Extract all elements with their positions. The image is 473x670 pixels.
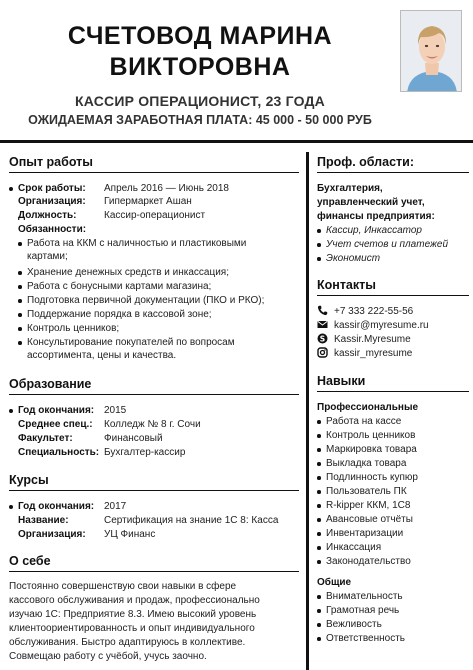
name-line-2: ВИКТОРОВНА [109,53,291,81]
bullet [9,187,13,191]
bullet [317,434,321,438]
faculty-label: Факультет: [18,433,73,444]
school-label: Среднее спец.: [18,419,93,430]
bullet [317,637,321,641]
bullet [317,504,321,508]
about-line: изучаю 1С: Предприятие 8.3. Имею высокий уровень [9,609,257,620]
about-line: Постоянно совершенствую свои навыки в сфере [9,581,237,592]
experience-underline [9,172,299,173]
duty-item: Хранение денежных средств и инкассация; [18,266,280,279]
profile-photo [400,10,462,92]
skill-item: Маркировка товара [317,443,417,456]
skill-item: Контроль ценников [317,429,415,442]
email-icon [317,319,328,330]
specialty-value: Бухгалтер-кассир [104,447,186,458]
education-underline [9,394,299,395]
bullet [18,327,22,331]
bullet [317,518,321,522]
bullet [317,476,321,480]
header-divider [0,140,473,143]
skill-item: Инвентаризации [317,527,403,540]
course-year-value: 2017 [104,501,127,512]
duty-item: Контроль ценников; [18,322,280,335]
education-title: Образование [9,377,92,391]
area-item: Учет счетов и платежей [317,238,448,251]
instagram-text: kassir_myresume [334,348,413,359]
skill-item: Работа на кассе [317,415,401,428]
school-value: Колледж № 8 г. Сочи [104,419,201,430]
bullet [317,546,321,550]
period-label: Срок работы: [18,183,86,194]
bullet [317,229,321,233]
column-divider [306,152,309,670]
bullet [317,532,321,536]
about-line: кассового обслуживания и продаж, профессионально [9,595,260,606]
course-year-label: Год окончания: [18,501,95,512]
position-label: Должность: [18,210,77,221]
area-item: Экономист [317,252,380,265]
phone-icon [317,305,328,316]
bullet [317,257,321,261]
period-value: Апрель 2016 — Июнь 2018 [104,183,229,194]
courses-underline [9,490,299,491]
bullet [18,285,22,289]
duty-item: Работа с бонусными картами магазина; [18,280,280,293]
skype-icon [317,333,328,344]
about-underline [9,571,299,572]
professional-skills-title: Профессиональные [317,402,419,413]
bullet [317,609,321,613]
bullet [317,490,321,494]
resume-header [0,0,473,136]
duty-item: Работа на ККМ с наличностью и пластиковыми картами; [18,237,280,263]
about-line: клиентоориентированность и опыт индивидуального [9,623,255,634]
course-org-label: Организация: [18,529,86,540]
bullet [9,409,13,413]
name-line-1: СЧЕТОВОД МАРИНА [67,22,333,50]
skill-item: Авансовые отчёты [317,513,413,526]
year-value: 2015 [104,405,127,416]
bullet [18,341,22,345]
bullet [18,313,22,317]
areas-underline [317,172,469,173]
about-text [9,580,299,664]
bullet [18,242,22,246]
skill-item: Законодательство [317,555,411,568]
skill-item: Подлинность купюр [317,471,418,484]
about-line: обслуживания. Быстро адаптируюсь в коллективе. [9,637,246,648]
specialty-label: Специальность: [18,447,100,458]
areas-title: Проф. области: [317,155,414,169]
areas-main-line: Бухгалтерия, [317,183,383,194]
skill-item: Пользователь ПК [317,485,407,498]
skill-item: Выкладка товара [317,457,406,470]
bullet [317,420,321,424]
area-item: Кассир, Инкассатор [317,224,422,237]
bullet [317,462,321,466]
skill-item: R-kipper ККМ, 1С8 [317,499,410,512]
expected-salary: ОЖИДАЕМАЯ ЗАРАБОТНАЯ ПЛАТА: 45 000 - 50 000 РУБ [28,113,372,127]
courses-title: Курсы [9,473,49,487]
bullet [317,560,321,564]
bullet [317,448,321,452]
bullet [317,595,321,599]
skill-item: Грамотная речь [317,604,399,617]
duties-label: Обязанности: [18,224,87,235]
job-subtitle: КАССИР ОПЕРАЦИОНИСТ, 23 ГОДА [75,93,325,109]
skills-title: Навыки [317,374,366,388]
course-name-value: Сертификация на знание 1С 8: Касса [104,515,279,526]
duty-item: Консультирование покупателей по вопросам ассортимента, цены и качества. [18,336,280,362]
skill-item: Ответственность [317,632,405,645]
svg-text:S: S [319,334,326,344]
contacts-underline [317,295,469,296]
contacts-title: Контакты [317,278,376,292]
phone-text: +7 333 222-55-56 [334,306,414,317]
course-name-label: Название: [18,515,69,526]
bullet [18,299,22,303]
instagram-icon [317,347,328,358]
areas-main-line: управленческий учет, [317,197,425,208]
skill-item: Инкассация [317,541,381,554]
bullet [317,623,321,627]
skype-text: Kassir.Myresume [334,334,411,345]
bullet [317,243,321,247]
faculty-value: Финансовый [104,433,163,444]
bullet [9,505,13,509]
email-text: kassir@myresume.ru [334,320,429,331]
org-value: Гипермаркет Ашан [104,196,192,207]
general-skills-title: Общие [317,577,352,588]
about-line: Совмещаю работу с учёбой, учусь заочно. [9,651,207,662]
bullet [18,271,22,275]
skill-item: Вежливость [317,618,382,631]
org-label: Организация: [18,196,86,207]
year-label: Год окончания: [18,405,95,416]
duty-item: Подготовка первичной документации (ПКО и РКО); [18,294,280,307]
about-title: О себе [9,554,51,568]
duty-item: Поддержание порядка в кассовой зоне; [18,308,280,321]
skill-item: Внимательность [317,590,403,603]
course-org-value: УЦ Финанс [104,529,156,540]
skills-underline [317,391,469,392]
experience-title: Опыт работы [9,155,93,169]
position-value: Кассир-операционист [104,210,206,221]
areas-main-line: финансы предприятия: [317,211,435,222]
